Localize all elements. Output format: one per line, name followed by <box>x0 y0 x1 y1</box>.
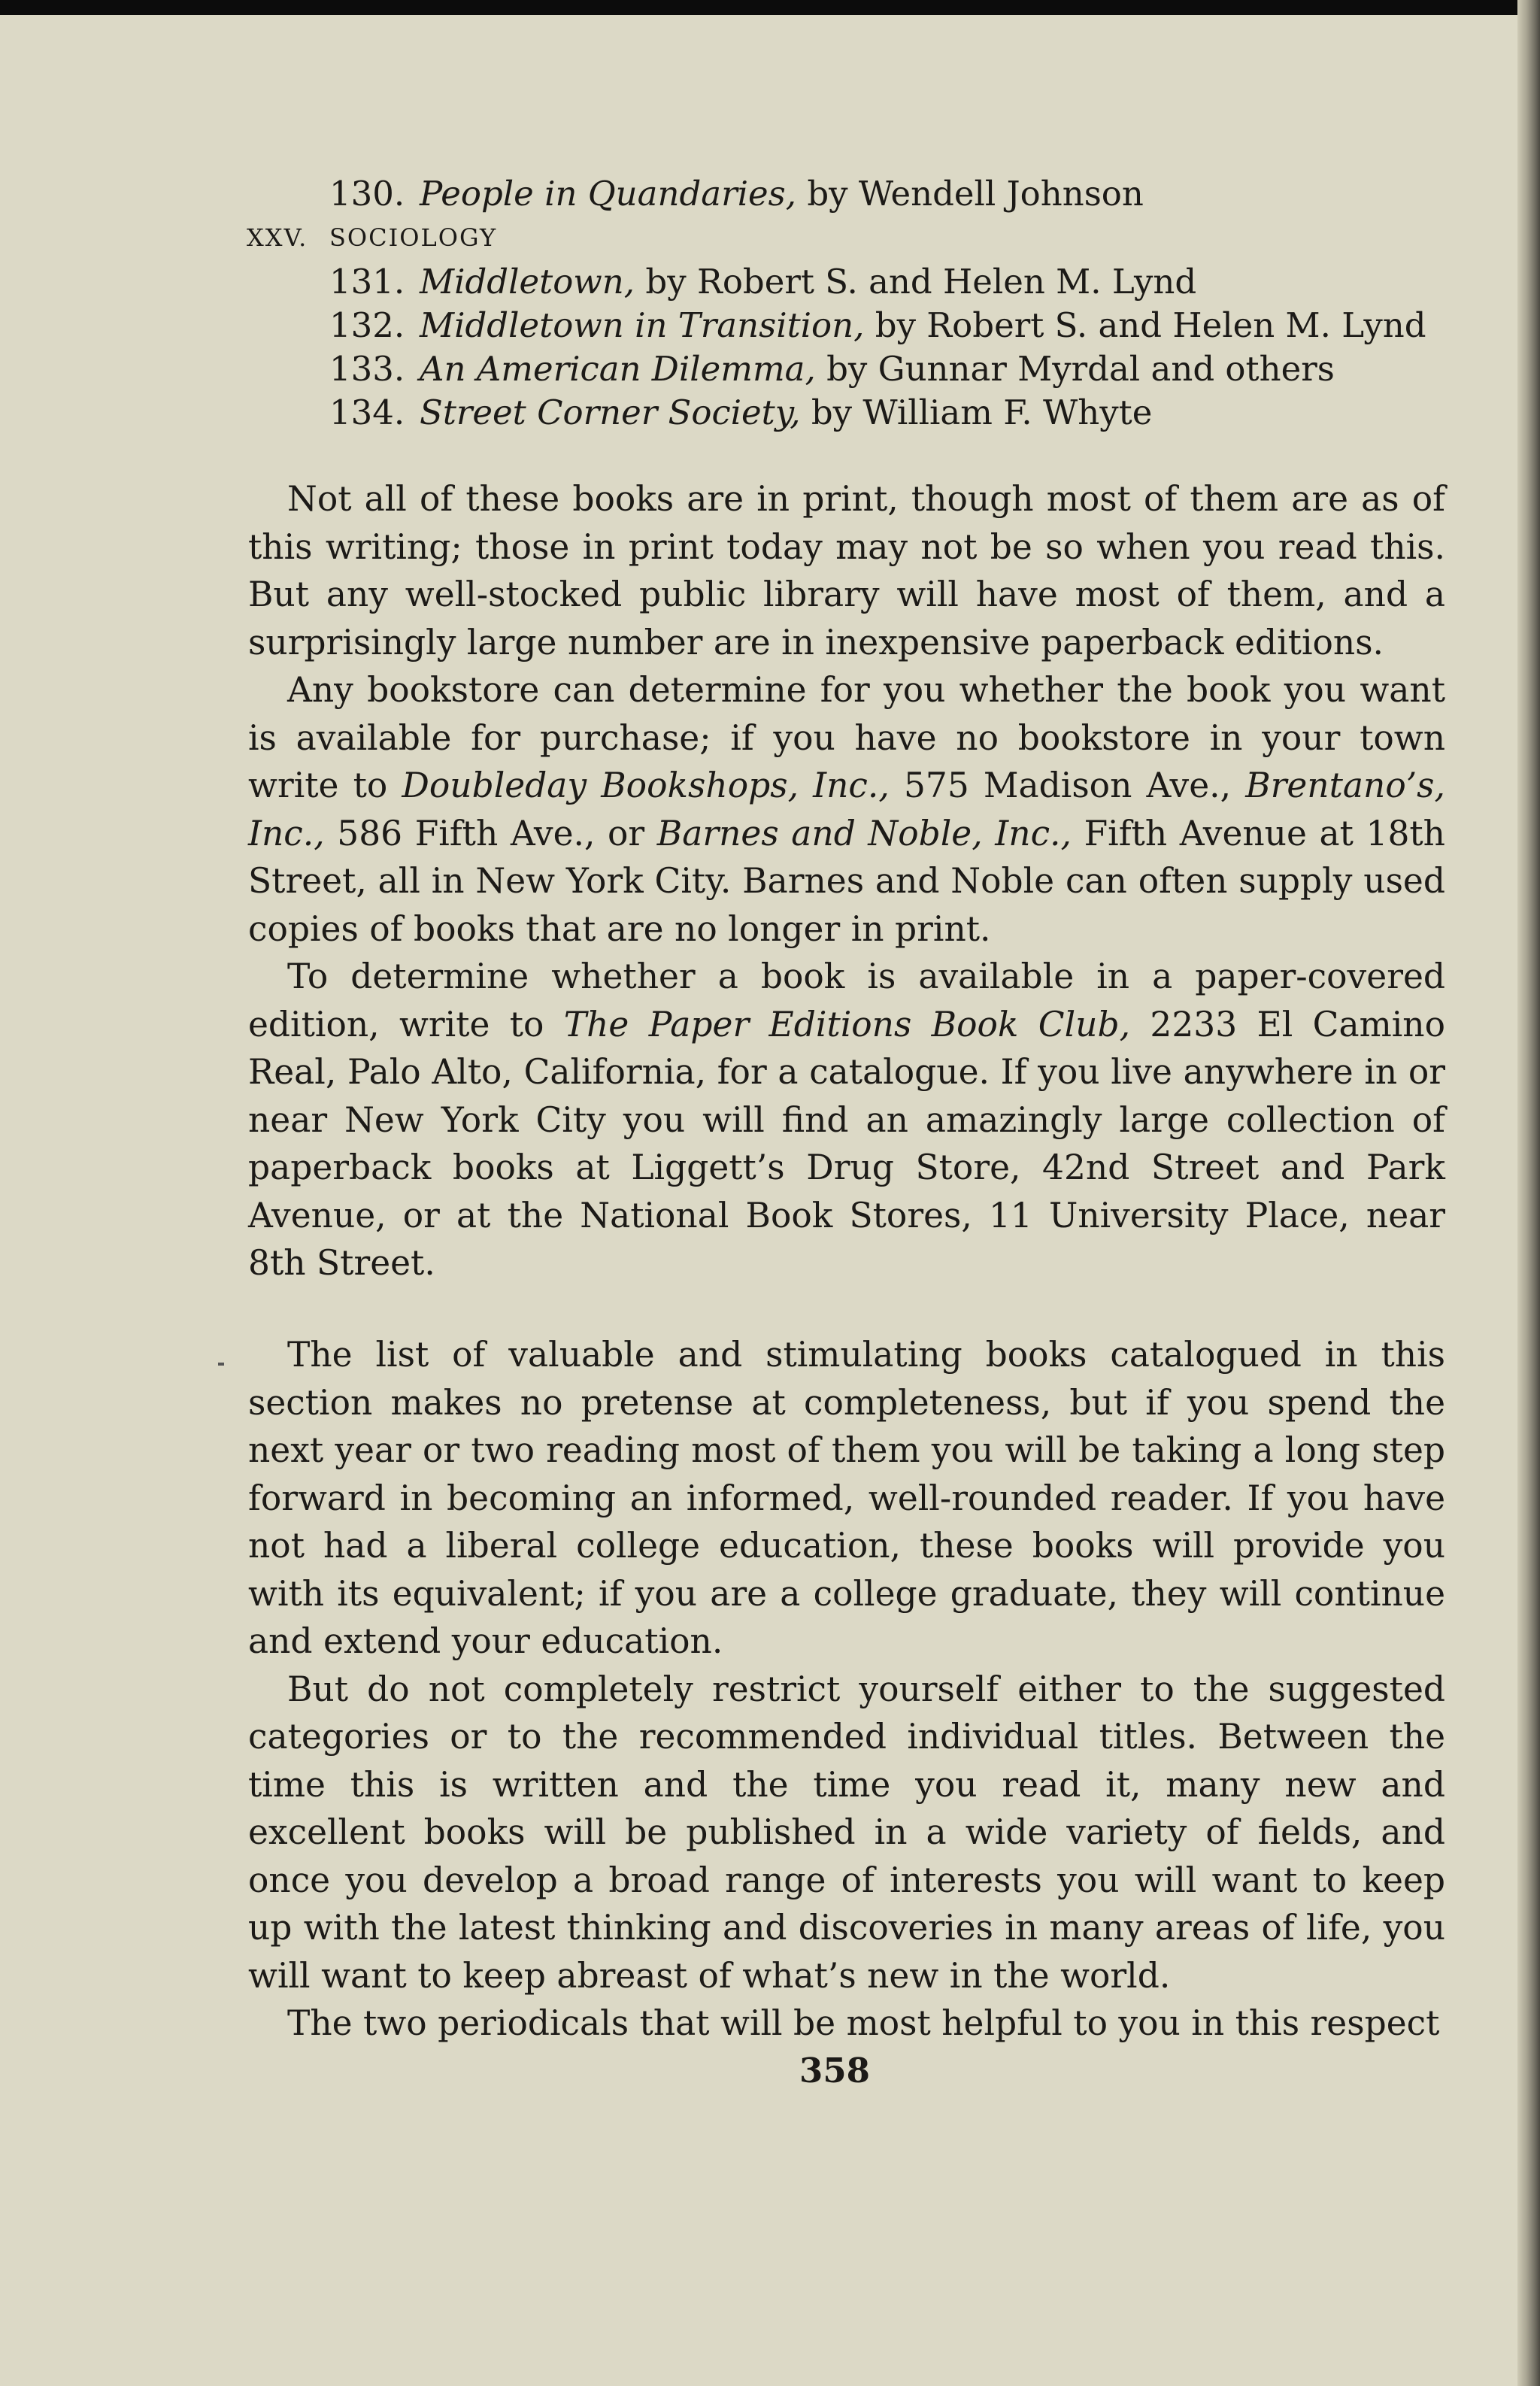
item-title: An American Dilemma, <box>420 349 816 389</box>
item-title: Middletown in Transition, <box>420 305 865 345</box>
paragraph-text: Fifth Avenue at 18th Street, all in New York City. Barnes and Noble can often supply used copies of books that are no longer in print. <box>248 813 1445 949</box>
item-author: by Robert S. and Helen M. Lynd <box>875 305 1426 345</box>
body-text-block-2 <box>248 1331 1445 2048</box>
section-roman-numeral: XXV. <box>247 223 308 252</box>
publisher-name: Brentano’s, Inc., <box>248 766 1445 853</box>
page-number: 358 <box>799 2051 870 2090</box>
paragraph <box>248 953 1445 1287</box>
list-item <box>329 391 1152 435</box>
stray-mark <box>218 1363 224 1366</box>
paragraph: The list of valuable and stimulating books catalogued in this section makes no pretense at completeness, but if you spend the next year or two reading most of them you will be taking a long step forward in becoming an informed, well-rounded reader. If you have not had a liberal college education, these books will provide you with its equivalent; if you are a college graduate, they will continue and extend your education. <box>248 1335 1445 1661</box>
section-name: SOCIOLOGY <box>329 223 498 252</box>
item-title: Middletown, <box>420 262 635 302</box>
paragraph: Not all of these books are in print, though most of them are as of this writing; those in print today may not be so when you read this. But any well-stocked public library will have most of them, and a surprisingly large number are in inexpensive paperback editions. <box>248 479 1445 662</box>
item-author: by Robert S. and Helen M. Lynd <box>645 262 1197 302</box>
paragraph-text: 586 Fifth Ave., or <box>324 813 657 853</box>
item-number: 133. <box>329 349 405 389</box>
list-item <box>329 260 1196 304</box>
list-item <box>329 347 1335 391</box>
item-title: Street Corner Society, <box>420 393 801 432</box>
item-author: by Gunnar Myrdal and others <box>826 349 1335 389</box>
scan-top-edge <box>0 0 1540 15</box>
paragraph: The two periodicals that will be most helpful to you in this respect <box>287 2003 1440 2043</box>
item-author: by Wendell Johnson <box>807 174 1144 214</box>
book-spine-edge <box>1517 0 1540 2386</box>
paragraph-text: 575 Madison Ave., <box>889 766 1246 805</box>
item-title: People in Quandaries, <box>420 174 797 214</box>
item-number: 131. <box>329 262 405 302</box>
section-heading <box>247 221 497 254</box>
publisher-name: Doubleday Bookshops, Inc., <box>402 766 890 805</box>
item-number: 132. <box>329 305 405 345</box>
list-item <box>329 172 1144 216</box>
club-name: The Paper Editions Book Club, <box>563 1004 1131 1044</box>
item-number: 130. <box>329 174 405 214</box>
body-text-block-1 <box>248 475 1445 1287</box>
paragraph <box>248 666 1445 953</box>
paragraph-text: 2233 El Camino Real, Palo Alto, California, for a catalogue. If you live anywhere in or near New York City you will find an amazingly large collection of paperback books at Liggett’s Drug Store, 42nd Street and Park Avenue, or at the National Book Stores, 11 University Place, near 8th Street. <box>248 1004 1445 1283</box>
list-item <box>329 304 1426 347</box>
publisher-name: Barnes and Noble, Inc., <box>656 813 1072 853</box>
item-number: 134. <box>329 393 405 432</box>
paragraph-text: Any bookstore can determine for you whether the book you want is available for purchase; if you have no bookstore in your town write to <box>248 670 1445 805</box>
paragraph-text: To determine whether a book is available in a paper-covered edition, write to <box>248 957 1445 1044</box>
item-author: by William F. Whyte <box>811 393 1153 432</box>
paragraph: But do not completely restrict yourself either to the suggested categories or to the recommended individual titles. Between the time this is written and the time you read it, many new and excellent books will be published in a wide variety of fields, and once you develop a broad range of interests you will want to keep up with the latest thinking and discoveries in many areas of life, you will want to keep abreast of what’s new in the world. <box>248 1669 1445 1996</box>
